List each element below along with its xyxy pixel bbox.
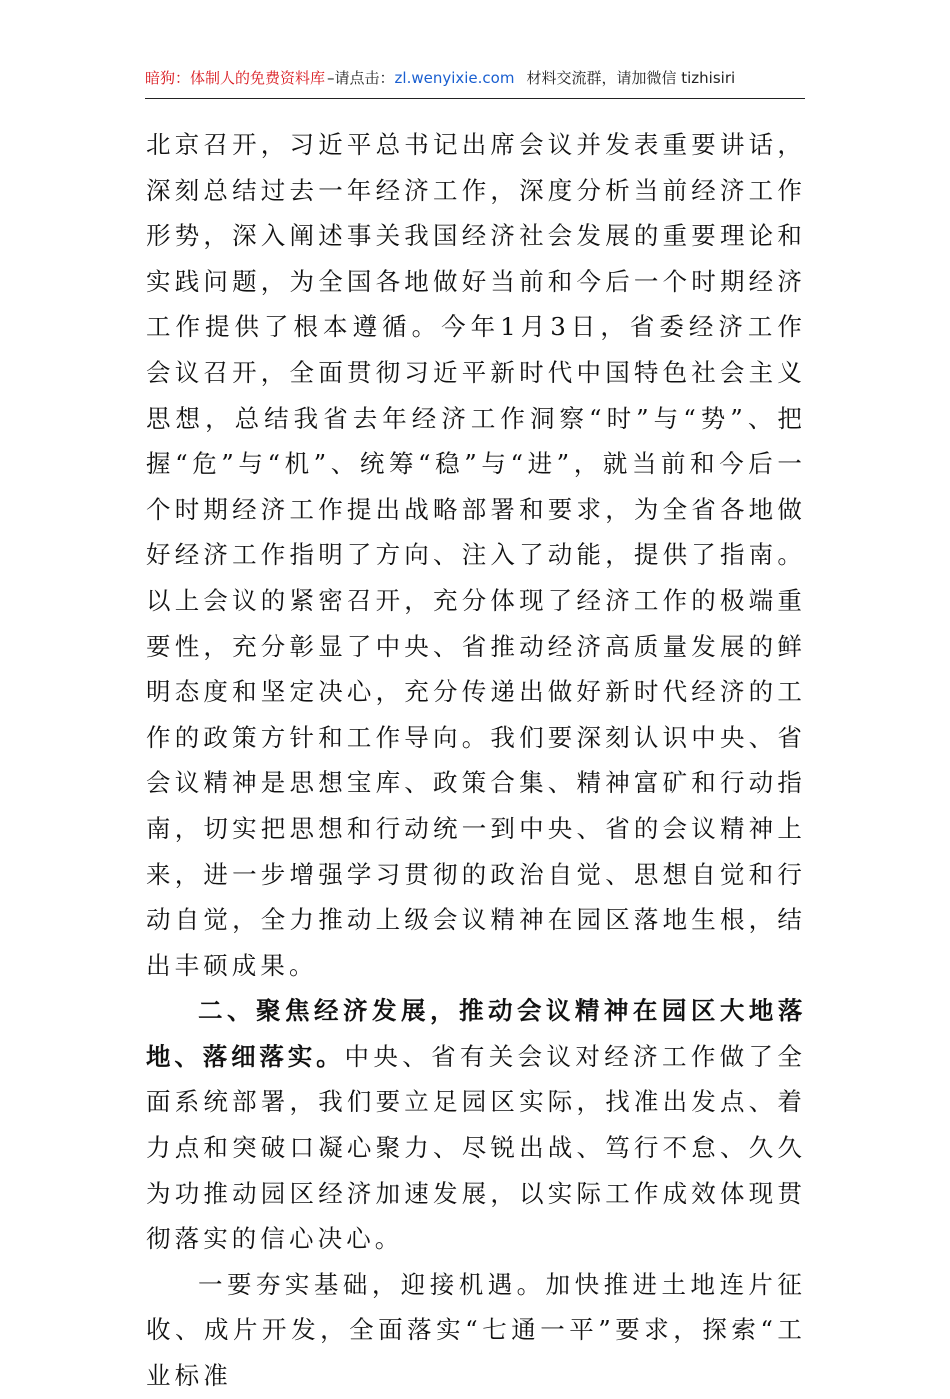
header-url-link[interactable]: zl.wenyixie.com <box>394 69 515 87</box>
body-paragraph-3: 一要夯实基础，迎接机遇。加快推进土地连片征收、成片开发，全面落实“七通一平”要求，探索“工业标准 <box>146 1269 806 1391</box>
section-2-paragraph <box>146 988 806 1262</box>
header-link-label: –请点击： <box>327 69 395 87</box>
header-wechat-group-note: 材料交流群，请加微信 tizhisiri <box>526 69 736 87</box>
document-body <box>146 122 806 1399</box>
header-site-name: 暗狗：体制人的免费资料库 <box>145 69 326 87</box>
section-2-heading: 二、聚焦经济发展，推动会议精神在园区大地落地、落细落实。 <box>146 996 806 1071</box>
page-header <box>145 64 805 99</box>
body-paragraph-1: 北京召开，习近平总书记出席会议并发表重要讲话，深刻总结过去一年经济工作，深度分析当前经济工作形势，深入阐述事关我国经济社会发展的重要理论和实践问题，为全国各地做好当前和今后一个时期经济工作提供了根本遵循。今年1月3日，省委经济工作会议召开，全面贯彻习近平新时代中国特色社会主义思想，总结我省去年经济工作洞察“时”与“势”、把握“危”与“机”、统筹“稳”与“进”，就当前和今后一个时期经济工作提出战略部署和要求，为全省各地做好经济工作指明了方向、注入了动能，提供了指南。以上会议的紧密召开，充分体现了经济工作的极端重要性，充分彰显了中央、省推动经济高质量发展的鲜明态度和坚定决心，充分传递出做好新时代经济的工作的政策方针和工作导向。我们要深刻认识中央、省会议精神是思想宝库、政策合集、精神富矿和行动指南，切实把思想和行动统一到中央、省的会议精神上来，进一步增强学习贯彻的政治自觉、思想自觉和行动自觉，全力推动上级会议精神在园区落地生根，结出丰硕成果。 <box>146 130 806 980</box>
section-2-text: 中央、省有关会议对经济工作做了全面系统部署，我们要立足园区实际，找准出发点、着力点和突破口凝心聚力、尽锐出战、笃行不怠、久久为功推动园区经济加速发展，以实际工作成效体现贯彻落实的信心决心。 <box>146 1041 806 1254</box>
